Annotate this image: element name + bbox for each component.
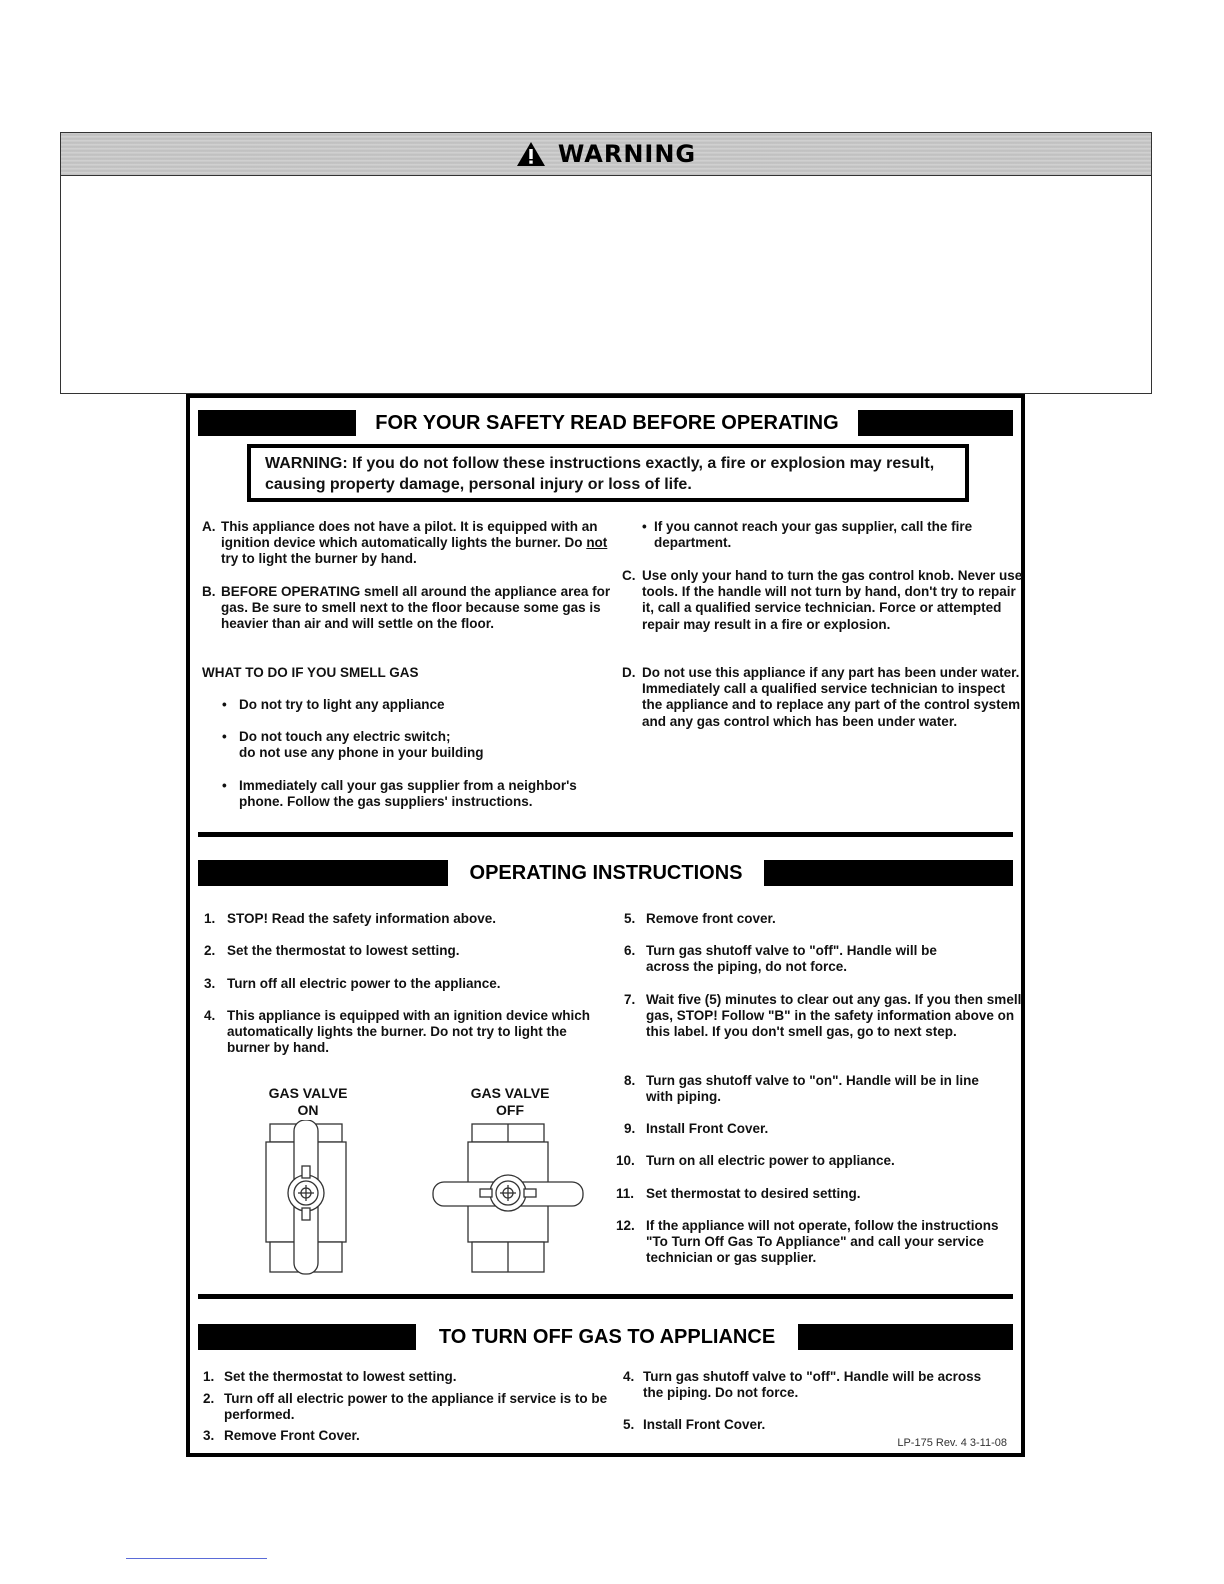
safety-item-c: C. Use only your hand to turn the gas control knob. Never use tools. If the handle will not turn by hand, don't try to repair it, call a qualified service technician. Force or attempted repair may result in a fire or explosion. — [622, 568, 1023, 632]
warning-title: WARNING — [557, 140, 697, 168]
turnoff-heading: TO TURN OFF GAS TO APPLIANCE — [438, 1326, 776, 1348]
turnoff-step: 2. Turn off all electric power to the appliance if service is to be performed. — [203, 1391, 608, 1423]
warning-header — [61, 133, 1151, 176]
operating-step: 12. If the appliance will not operate, follow the instructions "To Turn Off Gas To Appliance" and call your service technician or gas supplier. — [616, 1218, 999, 1266]
gas-valve-on-diagram — [262, 1120, 354, 1276]
turnoff-step: 1. Set the thermostat to lowest setting. — [203, 1369, 457, 1384]
smell-bullet-2: • Do not touch any electric switch; do not use any phone in your building — [222, 729, 484, 761]
operating-step: 4. This appliance is equipped with an ignition device which automatically lights the burner. Do not try to light the burner by hand. — [204, 1008, 591, 1056]
section-divider — [198, 832, 1013, 837]
operating-step: 9. Install Front Cover. — [624, 1121, 769, 1136]
safety-heading: FOR YOUR SAFETY READ BEFORE OPERATING — [375, 412, 839, 434]
gas-valve-off-diagram — [430, 1120, 588, 1276]
warning-box — [60, 132, 1152, 394]
turnoff-heading-bar — [198, 1324, 1013, 1350]
operating-step: 7. Wait five (5) minutes to clear out any gas. If you then smell gas, STOP! Follow "B" in the safety information above on this label. If you don't smell gas, go to next step. — [624, 992, 1022, 1040]
operating-step: 5. Remove front cover. — [624, 911, 776, 926]
operating-heading: OPERATING INSTRUCTIONS — [469, 862, 743, 884]
safety-label — [186, 394, 1025, 1457]
label-code: LP-175 Rev. 4 3-11-08 — [897, 1437, 1007, 1449]
operating-step: 1. STOP! Read the safety information above. — [204, 911, 497, 926]
safety-item-a: A. This appliance does not have a pilot. It is equipped with an ignition device which automatically lights the burner. Do not try to light the burner by hand. — [202, 519, 608, 567]
operating-step: 10. Turn on all electric power to appliance. — [616, 1153, 895, 1168]
turnoff-step: 3. Remove Front Cover. — [203, 1428, 360, 1443]
operating-step: 6. Turn gas shutoff valve to "off". Handle will be across the piping, do not force. — [624, 943, 937, 975]
smell-gas-heading: WHAT TO DO IF YOU SMELL GAS — [202, 665, 419, 680]
smell-bullet-1: • Do not try to light any appliance — [222, 697, 445, 712]
operating-step: 3. Turn off all electric power to the appliance. — [204, 976, 501, 991]
operating-heading-bar — [198, 860, 1013, 886]
operating-step: 8. Turn gas shutoff valve to "on". Handle will be in line with piping. — [624, 1073, 979, 1105]
turnoff-step: 5. Install Front Cover. — [623, 1417, 766, 1432]
smell-bullet-3: • Immediately call your gas supplier from a neighbor's phone. Follow the gas suppliers' instructions. — [222, 778, 577, 810]
section-divider — [198, 1294, 1013, 1299]
operating-step: 11. Set thermostat to desired setting. — [616, 1186, 861, 1201]
inner-warning-box: WARNING: If you do not follow these instructions exactly, a fire or explosion may result, causing property damage, personal injury or loss of life. — [247, 444, 969, 502]
safety-heading-bar — [198, 410, 1013, 436]
footer-rule — [126, 1558, 267, 1559]
warning-triangle-icon — [516, 141, 546, 167]
smell-bullet-4: • If you cannot reach your gas supplier, call the fire department. — [642, 519, 973, 551]
valve-off-label: GAS VALVE OFF — [470, 1085, 550, 1118]
operating-step: 2. Set the thermostat to lowest setting. — [204, 943, 460, 958]
turnoff-step: 4. Turn gas shutoff valve to "off". Handle will be across the piping. Do not force. — [623, 1369, 982, 1401]
valve-on-label: GAS VALVE ON — [268, 1085, 348, 1118]
safety-item-d: D. Do not use this appliance if any part has been under water. Immediately call a qualified service technician to inspect the appliance and to replace any part of the control system and any gas control which has been under water. — [622, 665, 1021, 729]
safety-item-b: B. BEFORE OPERATING smell all around the appliance area for gas. Be sure to smell next to the floor because some gas is heavier than air and will settle on the floor. — [202, 584, 611, 632]
